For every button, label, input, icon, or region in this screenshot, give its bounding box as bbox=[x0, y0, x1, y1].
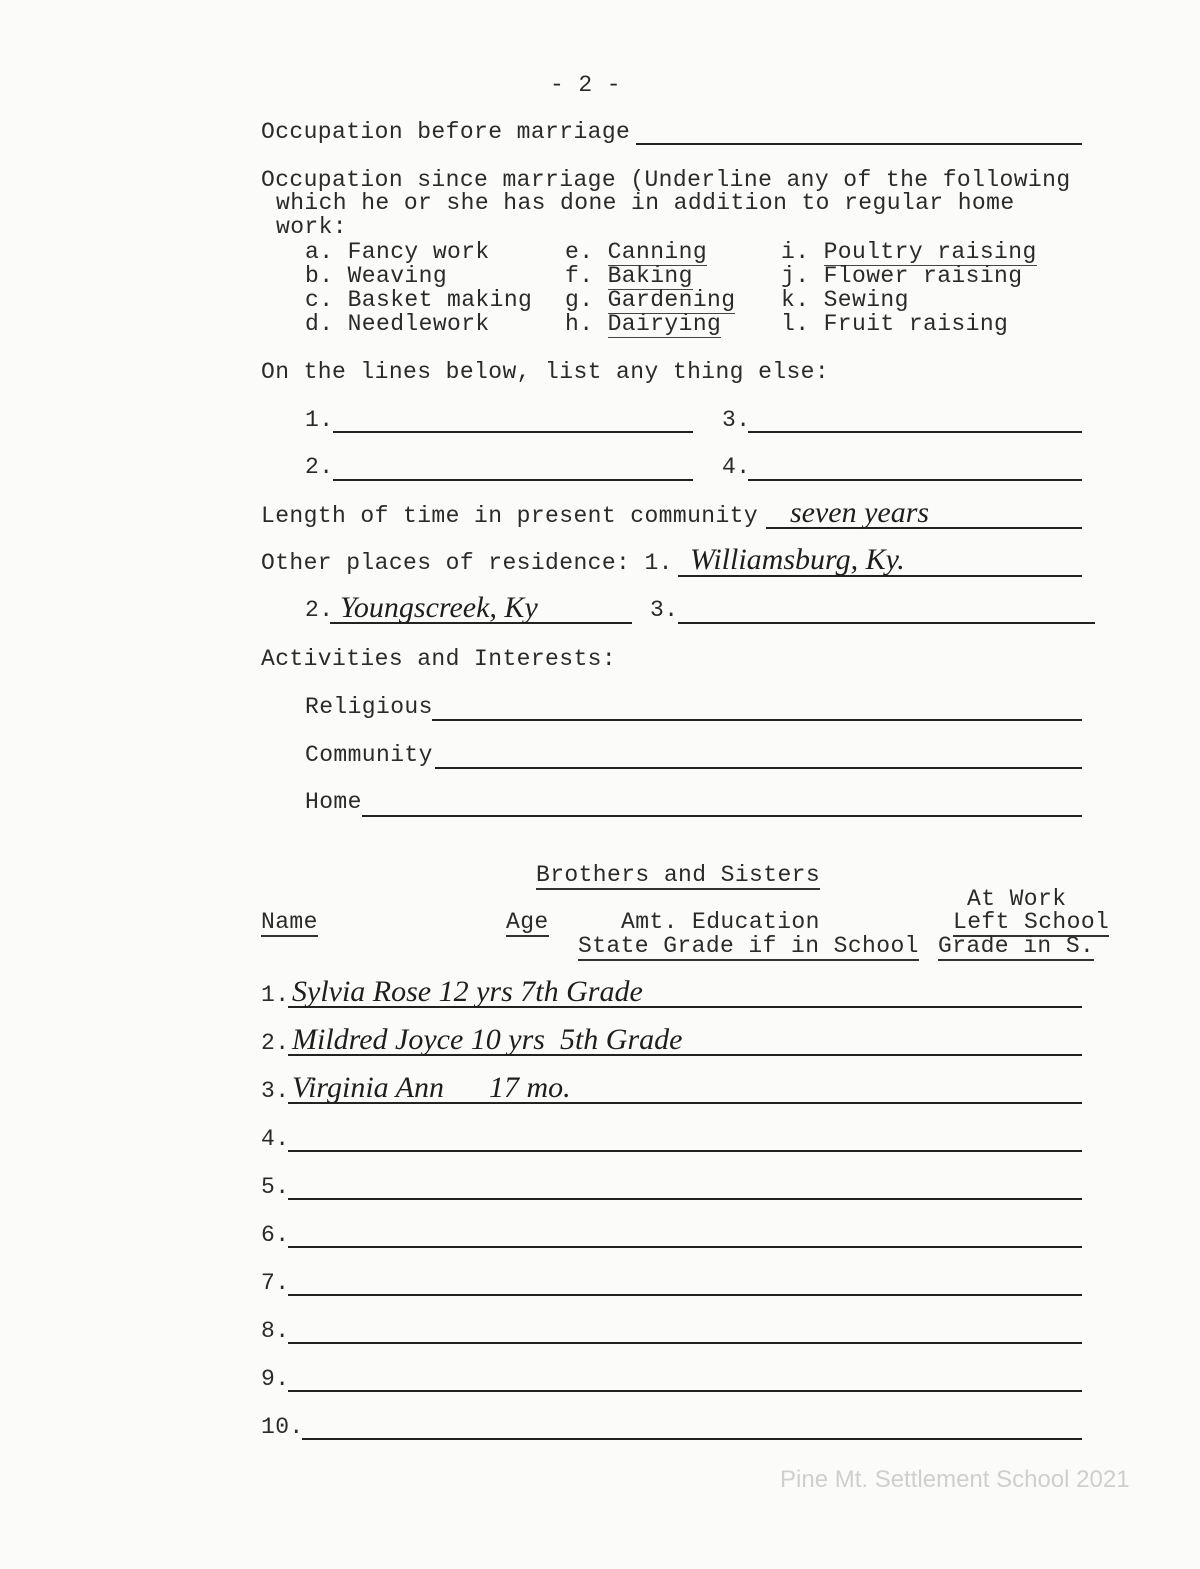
option-label: Needlework bbox=[347, 311, 490, 337]
option-letter: j. bbox=[781, 263, 810, 289]
option-letter: i. bbox=[781, 239, 810, 265]
option-label: Gardening bbox=[607, 287, 736, 313]
sibling-row-number: 4. bbox=[261, 1126, 290, 1152]
religious-label: Religious bbox=[305, 694, 433, 720]
sibling-row-field[interactable] bbox=[288, 1150, 1082, 1152]
header-at-work: At Work bbox=[967, 886, 1067, 912]
option-label: Canning bbox=[607, 239, 708, 265]
occupation-since-line1: Occupation since marriage (Underline any of the following bbox=[261, 167, 1071, 193]
sibling-row-number: 10. bbox=[261, 1414, 304, 1440]
option-letter: b. bbox=[305, 263, 334, 289]
activities-label: Activities and Interests: bbox=[261, 646, 617, 672]
sibling-row-field[interactable] bbox=[288, 1390, 1082, 1392]
occupation-option[interactable] bbox=[781, 311, 1008, 337]
sibling-row-number: 8. bbox=[261, 1318, 290, 1344]
occupation-option[interactable] bbox=[565, 239, 707, 265]
sibling-row-number: 2. bbox=[261, 1030, 290, 1056]
header-left-school: Left School bbox=[953, 909, 1110, 935]
home-field[interactable] bbox=[362, 815, 1082, 817]
sibling-row-field[interactable] bbox=[288, 1246, 1082, 1248]
sibling-row-number: 6. bbox=[261, 1222, 290, 1248]
residence-number-3: 3. bbox=[650, 597, 679, 623]
header-age: Age bbox=[506, 909, 549, 935]
community-field[interactable] bbox=[435, 767, 1082, 769]
sibling-row-number: 3. bbox=[261, 1078, 290, 1104]
other-item-field-1[interactable] bbox=[333, 431, 693, 433]
header-name: Name bbox=[261, 909, 318, 935]
occupation-before-field[interactable] bbox=[636, 143, 1082, 145]
option-label: Weaving bbox=[347, 263, 448, 289]
siblings-title: Brothers and Sisters bbox=[536, 862, 821, 888]
option-letter: c. bbox=[305, 287, 334, 313]
other-item-number-4: 4. bbox=[722, 454, 751, 480]
other-item-number-2: 2. bbox=[305, 454, 334, 480]
sibling-row-field[interactable] bbox=[302, 1438, 1082, 1440]
sibling-row-number: 5. bbox=[261, 1174, 290, 1200]
sibling-row-field[interactable] bbox=[288, 1294, 1082, 1296]
residence-field-3[interactable] bbox=[678, 622, 1095, 624]
residence-value-1: Williamsburg, Ky. bbox=[690, 543, 905, 576]
occupation-option[interactable] bbox=[305, 287, 532, 313]
other-item-field-4[interactable] bbox=[748, 479, 1082, 481]
option-letter: e. bbox=[565, 239, 594, 265]
option-label: Dairying bbox=[607, 311, 722, 337]
occupation-option[interactable] bbox=[781, 287, 909, 313]
option-letter: a. bbox=[305, 239, 334, 265]
occupation-before-label: Occupation before marriage bbox=[261, 119, 631, 145]
other-item-number-3: 3. bbox=[722, 407, 751, 433]
page-number: - 2 - bbox=[550, 72, 622, 98]
length-of-time-value: seven years bbox=[790, 496, 930, 529]
occupation-option[interactable] bbox=[305, 239, 490, 265]
option-letter: k. bbox=[781, 287, 810, 313]
option-label: Baking bbox=[607, 263, 693, 289]
option-label: Flower raising bbox=[823, 263, 1023, 289]
sibling-row-number: 7. bbox=[261, 1270, 290, 1296]
occupation-option[interactable] bbox=[305, 263, 447, 289]
option-letter: d. bbox=[305, 311, 334, 337]
sibling-row-field[interactable] bbox=[288, 1342, 1082, 1344]
length-of-time-label: Length of time in present community bbox=[261, 503, 759, 529]
residence-value-2: Youngscreek, Ky bbox=[340, 591, 538, 624]
sibling-row-entry: Mildred Joyce 10 yrs 5th Grade bbox=[292, 1023, 683, 1056]
watermark: Pine Mt. Settlement School 2021 bbox=[780, 1466, 1130, 1493]
sibling-row-number: 1. bbox=[261, 982, 290, 1008]
community-label: Community bbox=[305, 742, 433, 768]
option-label: Sewing bbox=[823, 287, 909, 313]
sibling-row-number: 9. bbox=[261, 1366, 290, 1392]
occupation-option[interactable] bbox=[305, 311, 490, 337]
option-label: Poultry raising bbox=[823, 239, 1037, 265]
other-item-field-2[interactable] bbox=[333, 479, 693, 481]
occupation-option[interactable] bbox=[565, 311, 721, 337]
option-label: Fancy work bbox=[347, 239, 490, 265]
residence-number-2: 2. bbox=[305, 597, 334, 623]
occupation-since-line3: work: bbox=[276, 214, 348, 240]
option-label: Basket making bbox=[347, 287, 533, 313]
occupation-option[interactable] bbox=[781, 239, 1037, 265]
header-education: Amt. Education bbox=[621, 909, 820, 935]
occupation-option[interactable] bbox=[565, 263, 693, 289]
sibling-row-entry: Sylvia Rose 12 yrs 7th Grade bbox=[292, 975, 643, 1008]
header-grade-in-s: Grade in S. bbox=[938, 933, 1095, 959]
other-list-label: On the lines below, list any thing else: bbox=[261, 359, 830, 385]
residence-label: Other places of residence: 1. bbox=[261, 550, 673, 576]
option-label: Fruit raising bbox=[823, 311, 1009, 337]
religious-field[interactable] bbox=[432, 719, 1082, 721]
home-label: Home bbox=[305, 789, 362, 815]
occupation-since-line2: which he or she has done in addition to regular home bbox=[276, 190, 1015, 216]
sibling-row-field[interactable] bbox=[288, 1198, 1082, 1200]
sibling-row-entry: Virginia Ann 17 mo. bbox=[292, 1071, 571, 1104]
option-letter: h. bbox=[565, 311, 594, 337]
occupation-option[interactable] bbox=[781, 263, 1022, 289]
header-state-grade: State Grade if in School bbox=[578, 933, 919, 959]
option-letter: f. bbox=[565, 263, 594, 289]
option-letter: l. bbox=[781, 311, 810, 337]
other-item-field-3[interactable] bbox=[748, 431, 1082, 433]
occupation-option[interactable] bbox=[565, 287, 735, 313]
other-item-number-1: 1. bbox=[305, 407, 334, 433]
option-letter: g. bbox=[565, 287, 594, 313]
